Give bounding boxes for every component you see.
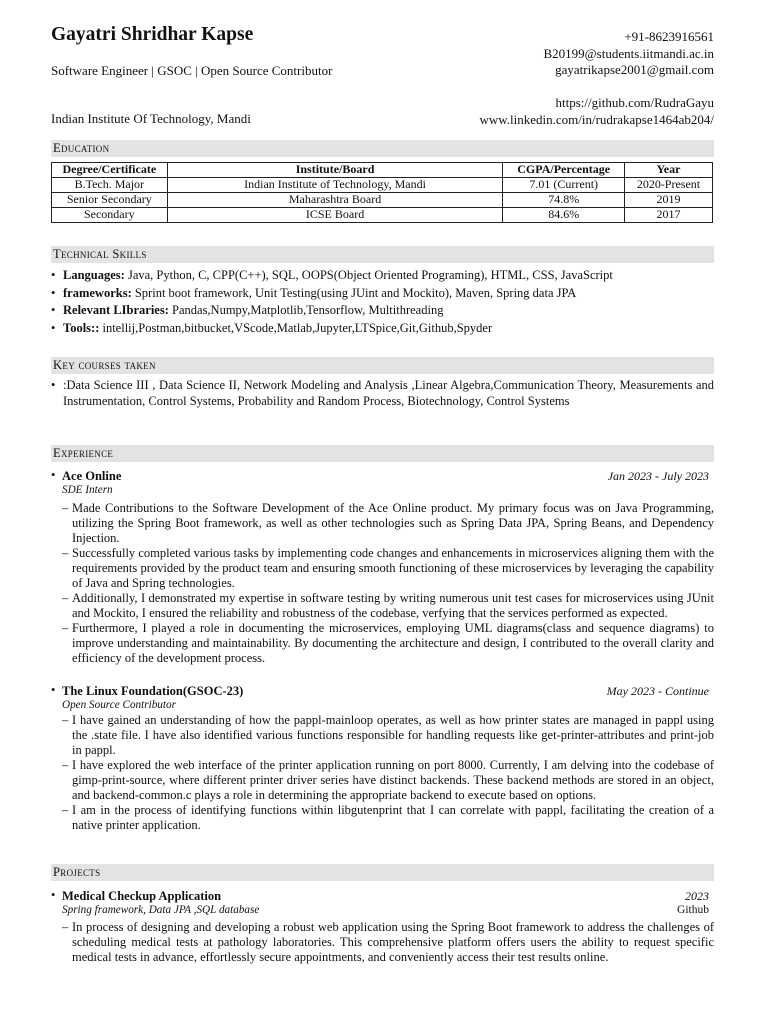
resume-header: [51, 0, 714, 132]
skills-list: [51, 267, 714, 337]
phone-number: +91-8623916561: [624, 29, 714, 44]
experience-role: Open Source Contributor: [62, 699, 176, 711]
column-header: Year: [624, 163, 712, 178]
list-item: – I have explored the web interface of the printer application running on port 8000. Currently, I am delving into the codebase of gimp-print-source, where different printer driver series have distinct backends. These backend methods are stored in an object, and backend-common.c plays a role in determining the appropriate backend to execute based on options.: [62, 758, 714, 803]
table-cell: ICSE Board: [167, 208, 503, 223]
personal-email-link[interactable]: gayatrikapse2001@gmail.com: [555, 62, 714, 77]
candidate-institute: Indian Institute Of Technology, Mandi: [51, 111, 251, 126]
project-points: [62, 920, 714, 965]
table-cell: 74.8%: [503, 193, 625, 208]
table-cell: 2020-Present: [624, 178, 712, 193]
table-cell: 7.01 (Current): [503, 178, 625, 193]
courses-heading: Key courses taken: [51, 357, 714, 374]
experience-heading: Experience: [51, 445, 714, 462]
projects-heading: Projects: [51, 864, 714, 881]
contact-block: [479, 29, 714, 128]
list-item: – I have gained an understanding of how the pappl-mainloop operates, as well as how printer states are managed in pappl using the .state file. I have also identified various functions responsible for handling requests like get-printer-attributes and print-job in pappl.: [62, 713, 714, 758]
skill-label: frameworks:: [63, 285, 132, 300]
skill-label: Languages:: [63, 268, 125, 282]
project-year: 2023: [685, 889, 709, 903]
education-table-header: [52, 163, 713, 178]
candidate-tagline: Software Engineer | GSOC | Open Source Contributor: [51, 63, 333, 78]
column-header: Institute/Board: [167, 163, 503, 178]
skill-text: Pandas,Numpy,Matplotlib,Tensorflow, Multithreading: [172, 303, 444, 317]
table-cell: 2017: [624, 208, 712, 223]
experience-date: May 2023 - Continue: [606, 684, 709, 698]
table-row: [52, 208, 713, 223]
list-item: [51, 267, 714, 285]
project-github-link[interactable]: Github: [677, 904, 709, 916]
list-item: – Additionally, I demonstrated my expertise in software testing by writing numerous unit test cases for microservices using JUnit and Mockito, I ensured the reliability and robustness of the codebase, verfying that the services performed as expected.: [62, 591, 714, 621]
project-name: Medical Checkup Application: [62, 889, 222, 903]
courses-list: [51, 378, 714, 409]
company-name: The Linux Foundation(GSOC-23): [62, 684, 244, 698]
column-header: Degree/Certificate: [52, 163, 168, 178]
candidate-name: Gayatri Shridhar Kapse: [51, 24, 254, 45]
resume-page: Gayatri Shridhar Kapse Software Engineer | GSOC | Open Source Contributor Indian Institute Of Technology, Mandi +91-8623916561 B20199@students.iitmandi.ac.in gayatrikapse2001@gmail.com https://github.com/RudraGayu www.linkedin.com/in/rudrakapse1464ab204/ Education Degree/Certificate Institute/Board CGPA/Percentage Year B.Tech. Major Indian Institute of Technology, Mandi 7.01 (Current) 2020-Present Senior Secondary Maharashtra Board 74.8% 2019 Secondary ICSE Board 84.6% 2017 Technical Skills • Languages: Java, Python, C, CPP(C++), SQL, OOPS(Object Oriented Programing), HTML, CSS, JavaScript • frameworks: Sprint boot framework, Unit Testing(using JUint and Mockito), Maven, Spring data JPA • Relevant LIbraries: Pandas,Numpy,Matplotlib,Tensorflow, Multithreading • Tools:: intellij,Postman,bitbucket,VScode,Matlab,Jupyter,LTSpice,Git,Github,Spyder Key courses taken • :Data Science III , Data Science II, Network Modeling and Analysis ,Linear Algebra,Communication Theory, Measurements and Instrumentation, Control Systems, Probability and Random Process, Biotechnology, Control Systems Experience • Ace Online Jan 2023 - July 2023 SDE Intern – Made Contributions to the Software Development of the Ace Online product. My primary focus was on Java Programming, utilizing the Spring Boot framework, as well as other technologies such as Spring Data JPA, Spring Beans, and Dependency Injection. – Successfully completed various tasks by implementing code changes and enhancements in microservices aligning them with the requirements provided by the product team and ensuring smooth functioning of these microservices by leveraging the capability of Java and Spring technologies. – Additionally, I demonstrated my expertise in software testing by writing numerous unit test cases for microservices using JUnit and Mockito, I ensured the reliability and robustness of the codebase, verfying that the services performed as expected. – Furthermore, I played a role in documenting the microservices, employing UML diagrams(class and sequence diagrams) to improve understanding and maintainability. By documenting the architecture and design, I contributed to the overall clarity and efficiency of the development process. • The Linux Foundation(GSOC-23) May 2023 - Continue Open Source Contributor – I have gained an understanding of how the pappl-mainloop operates, as well as how printer states are managed in pappl using the .state file. I have also identified various functions responsible for handling requests like get-printer-attributes and print-job in pappl. – I have explored the web interface of the printer application running on port 8000. Currently, I am delving into the codebase of gimp-print-source, where different printer driver series have distinct backends. These backend methods are stored in an object, and backend-common.c plays a role in determining the appropriate backend to execute based on options. – I am in the process of identifying functions within libgutenprint that I can correlate with pappl, facilitating the creation of a native printer application. Projects • Medical Checkup Application 2023 Spring framework, Data JPA ,SQL database Github – In process of designing and developing a robust web application using the Spring Boot framework to address the challenges of scheduling medical tests at pathology laboratories. This comprehensive platform offers users the ability to request specific medical tests in advance, effortlessly secure appointments, and conveniently access their test results online.: [51, 0, 714, 132]
institute-email-link[interactable]: B20199@students.iitmandi.ac.in: [543, 45, 714, 61]
experience-points: [62, 501, 714, 666]
skill-text: intellij,Postman,bitbucket,VScode,Matlab,Jupyter,LTSpice,Git,Github,Spyder: [102, 320, 493, 335]
table-cell: Senior Secondary: [52, 193, 168, 208]
experience-points: [62, 713, 714, 833]
skills-heading: Technical Skills: [51, 246, 714, 263]
table-row: [52, 178, 713, 193]
skill-label: Tools::: [63, 320, 100, 335]
table-row: [52, 193, 713, 208]
table-cell: 84.6%: [503, 208, 625, 223]
list-item: – Made Contributions to the Software Development of the Ace Online product. My primary focus was on Java Programming, utilizing the Spring Boot framework, as well as other technologies such as Spring Data JPA, Spring Beans, and Dependency Injection.: [62, 501, 714, 546]
column-header: CGPA/Percentage: [503, 163, 625, 178]
github-link[interactable]: https://github.com/RudraGayu: [555, 95, 714, 110]
table-cell: Maharashtra Board: [167, 193, 503, 208]
skill-text: Java, Python, C, CPP(C++), SQL, OOPS(Object Oriented Programing), HTML, CSS, JavaScript: [127, 268, 613, 282]
list-item: – Successfully completed various tasks by implementing code changes and enhancements in microservices aligning them with the requirements provided by the product team and ensuring smooth functioning of these microservices by leveraging the capability of Java and Spring technologies.: [62, 546, 714, 591]
list-item: • :Data Science III , Data Science II, Network Modeling and Analysis ,Linear Algebra,Communication Theory, Measurements and Instrumentation, Control Systems, Probability and Random Process, Biotechnology, Control Systems: [51, 378, 714, 409]
list-item: [51, 320, 714, 338]
list-item: [51, 302, 714, 320]
table-cell: Secondary: [52, 208, 168, 223]
table-cell: Indian Institute of Technology, Mandi: [167, 178, 503, 193]
linkedin-link[interactable]: www.linkedin.com/in/rudrakapse1464ab204/: [479, 111, 714, 127]
table-cell: 2019: [624, 193, 712, 208]
education-heading: Education: [51, 140, 714, 157]
experience-date: Jan 2023 - July 2023: [607, 469, 709, 483]
table-cell: B.Tech. Major: [52, 178, 168, 193]
project-tech: Spring framework, Data JPA ,SQL database: [62, 904, 260, 916]
list-item: – In process of designing and developing a robust web application using the Spring Boot framework to address the challenges of scheduling medical tests at pathology laboratories. This comprehensive platform offers users the ability to request specific medical tests in advance, effortlessly secure appointments, and conveniently access their test results online.: [62, 920, 714, 965]
experience-role: SDE Intern: [62, 484, 113, 496]
list-item: – Furthermore, I played a role in documenting the microservices, employing UML diagrams(class and sequence diagrams) to improve understanding and maintainability. By documenting the architecture and design, I contributed to the overall clarity and efficiency of the development process.: [62, 621, 714, 666]
list-item: [51, 285, 714, 303]
list-item: – I am in the process of identifying functions within libgutenprint that I can correlate with pappl, facilitating the creation of a native printer application.: [62, 803, 714, 833]
education-table: [51, 162, 713, 223]
company-name: Ace Online: [62, 469, 122, 483]
skill-text: Sprint boot framework, Unit Testing(using JUint and Mockito), Maven, Spring data JPA: [134, 285, 577, 300]
skill-label: Relevant LIbraries:: [63, 303, 169, 317]
